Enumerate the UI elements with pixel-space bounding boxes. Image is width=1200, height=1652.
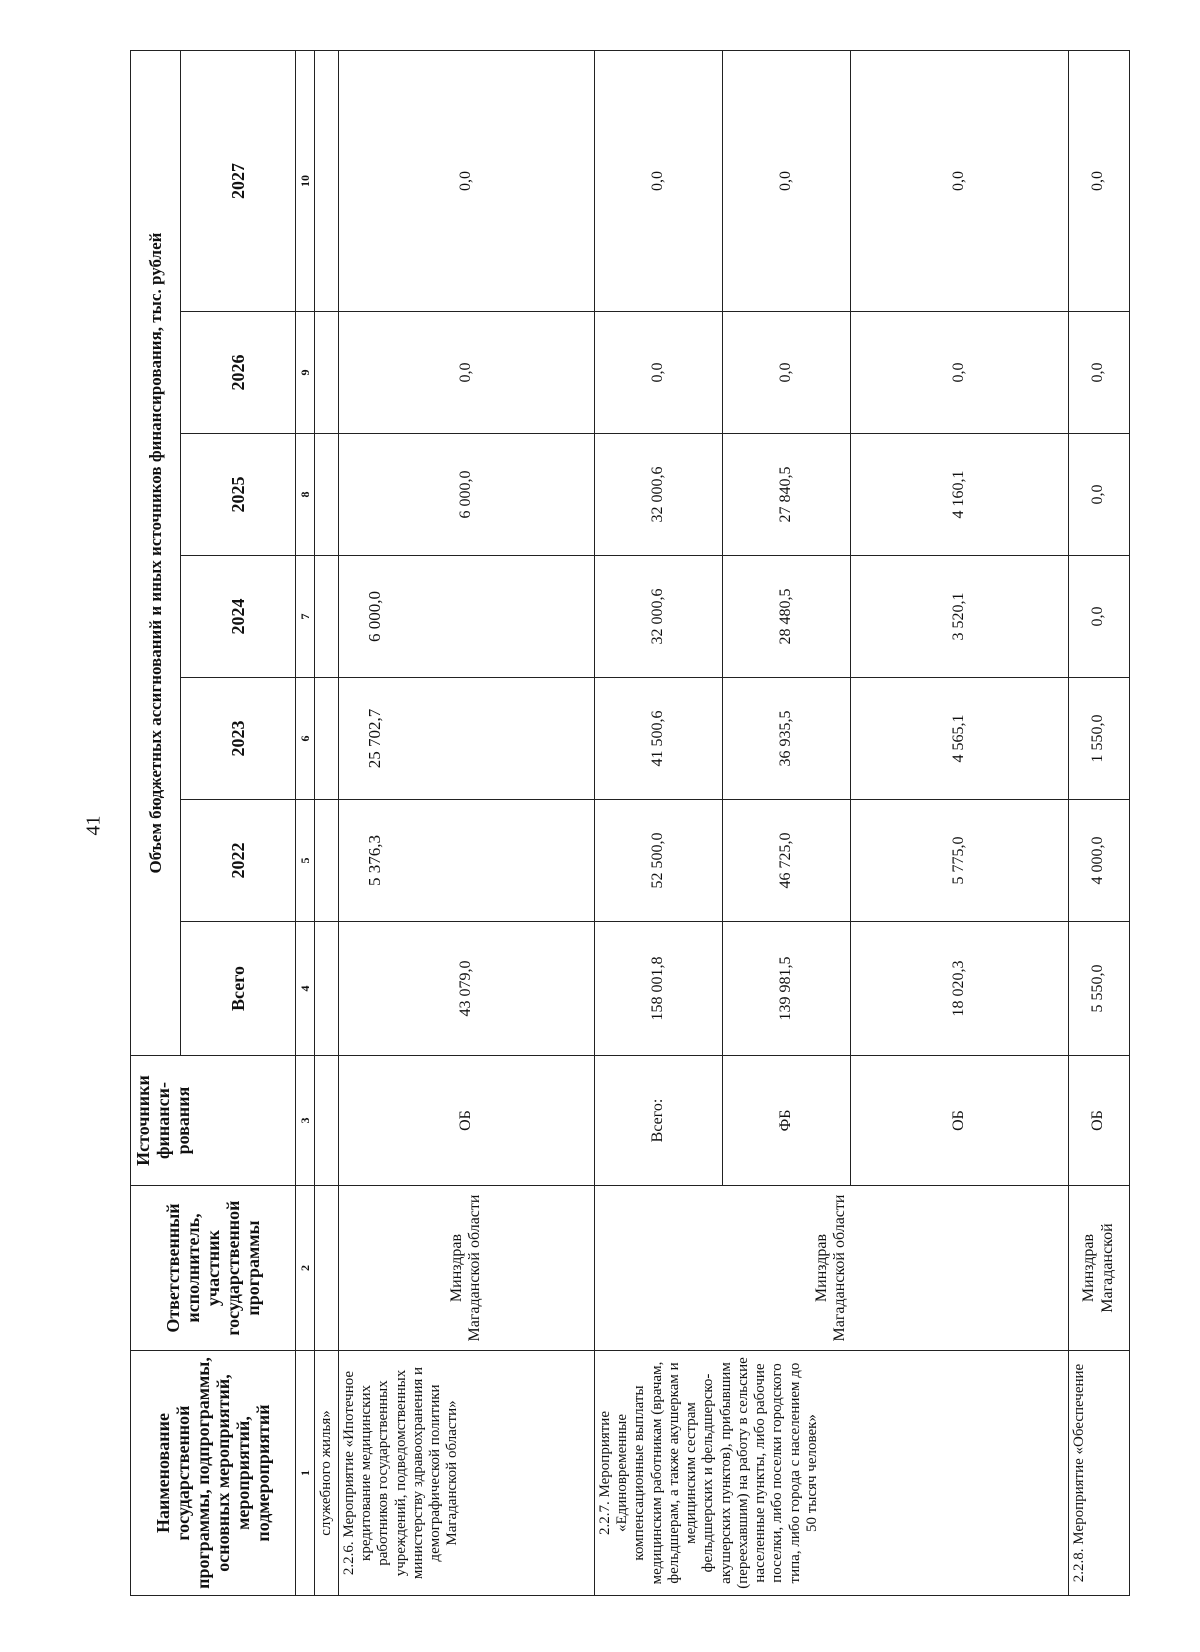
header-name: Наименование государственной программы, подпрограммы, основных мероприятий, мероприятий, подмероприятий [131, 1351, 296, 1596]
row-2024: 6 000,0 [338, 556, 594, 678]
header-2023: 2023 [181, 678, 296, 800]
row-2024: 28 480,5 [722, 556, 850, 678]
row-executor: Минздрав Магаданской области [338, 1186, 594, 1351]
row-executor: Минздрав Магаданской [1068, 1186, 1129, 1351]
header-executor: Ответственный исполнитель, участник государственной программы [131, 1186, 296, 1351]
row-2023: 25 702,7 [338, 678, 594, 800]
row-2023: 1 550,0 [1068, 678, 1129, 800]
header-2022: 2022 [181, 800, 296, 922]
row-2026: 0,0 [1068, 312, 1129, 434]
row-2025: 27 840,5 [722, 434, 850, 556]
row-total: 43 079,0 [338, 922, 594, 1056]
header-sources: Источники финанси-рования [131, 1056, 296, 1186]
column-number: 7 [296, 556, 315, 678]
row-2025: 0,0 [1068, 434, 1129, 556]
rotated-table-wrapper [130, 51, 1130, 1596]
header-2024: 2024 [181, 556, 296, 678]
column-number: 5 [296, 800, 315, 922]
row-2023: 41 500,6 [594, 678, 722, 800]
row-2024: 3 520,1 [850, 556, 1068, 678]
column-number: 10 [296, 51, 315, 312]
continuation-text: служебного жилья» [315, 1351, 339, 1596]
page-number: 41 [82, 815, 105, 836]
row-total: 5 550,0 [1068, 922, 1129, 1056]
column-number: 9 [296, 312, 315, 434]
column-number-row [296, 51, 315, 1596]
row-executor: Минздрав Магаданской области [594, 1186, 1068, 1351]
column-number: 3 [296, 1056, 315, 1186]
row-total: 158 001,8 [594, 922, 722, 1056]
header-financing: Объем бюджетных ассигнований и иных источников финансирования, тыс. рублей [131, 51, 181, 1056]
row-2027: 0,0 [722, 51, 850, 312]
row-2024: 0,0 [1068, 556, 1129, 678]
row-2026: 0,0 [594, 312, 722, 434]
row-2022: 52 500,0 [594, 800, 722, 922]
row-source: ФБ [722, 1056, 850, 1186]
table-row [1068, 51, 1129, 1596]
row-2025: 6 000,0 [338, 434, 594, 556]
column-number: 8 [296, 434, 315, 556]
table-row [594, 51, 722, 1596]
row-2026: 0,0 [850, 312, 1068, 434]
row-2022: 46 725,0 [722, 800, 850, 922]
row-2022: 4 000,0 [1068, 800, 1129, 922]
row-name: 2.2.7. Мероприятие «Единовременные компенсационные выплаты медицинским работникам (врачам, фельдшерам, а также акушеркам и медицинским сестрам фельдшерских и фельдшерско-акушерских пунктов), прибывшим (переехавшим) на работу в сельские населенные пункты, либо рабочие поселки, либо поселки городского типа, либо города с населением до 50 тысяч человек» [594, 1351, 1068, 1596]
financing-table [130, 50, 1130, 1596]
column-number: 4 [296, 922, 315, 1056]
row-source: ОБ [1068, 1056, 1129, 1186]
row-2026: 0,0 [722, 312, 850, 434]
row-2027: 0,0 [594, 51, 722, 312]
row-2025: 4 160,1 [850, 434, 1068, 556]
row-2026: 0,0 [338, 312, 594, 434]
row-total: 139 981,5 [722, 922, 850, 1056]
row-2027: 0,0 [1068, 51, 1129, 312]
row-2024: 32 000,6 [594, 556, 722, 678]
row-source: ОБ [850, 1056, 1068, 1186]
row-2027: 0,0 [338, 51, 594, 312]
continuation-row [315, 51, 339, 1596]
header-total: Всего [181, 922, 296, 1056]
row-2023: 4 565,1 [850, 678, 1068, 800]
row-name: 2.2.8. Мероприятие «Обеспечение [1068, 1351, 1129, 1596]
row-total: 18 020,3 [850, 922, 1068, 1056]
header-2026: 2026 [181, 312, 296, 434]
row-2025: 32 000,6 [594, 434, 722, 556]
row-2022: 5 376,3 [338, 800, 594, 922]
header-2025: 2025 [181, 434, 296, 556]
row-source: ОБ [338, 1056, 594, 1186]
row-2023: 36 935,5 [722, 678, 850, 800]
table-row [338, 51, 594, 1596]
column-number: 1 [296, 1351, 315, 1596]
header-2027: 2027 [181, 51, 296, 312]
row-2022: 5 775,0 [850, 800, 1068, 922]
row-source: Всего: [594, 1056, 722, 1186]
column-number: 2 [296, 1186, 315, 1351]
column-number: 6 [296, 678, 315, 800]
row-2027: 0,0 [850, 51, 1068, 312]
row-name: 2.2.6. Мероприятие «Ипотечное кредитование медицинских работников государственных учреждений, подведомственных министерству здравоохранения и демографической политики Магаданской области» [338, 1351, 594, 1596]
